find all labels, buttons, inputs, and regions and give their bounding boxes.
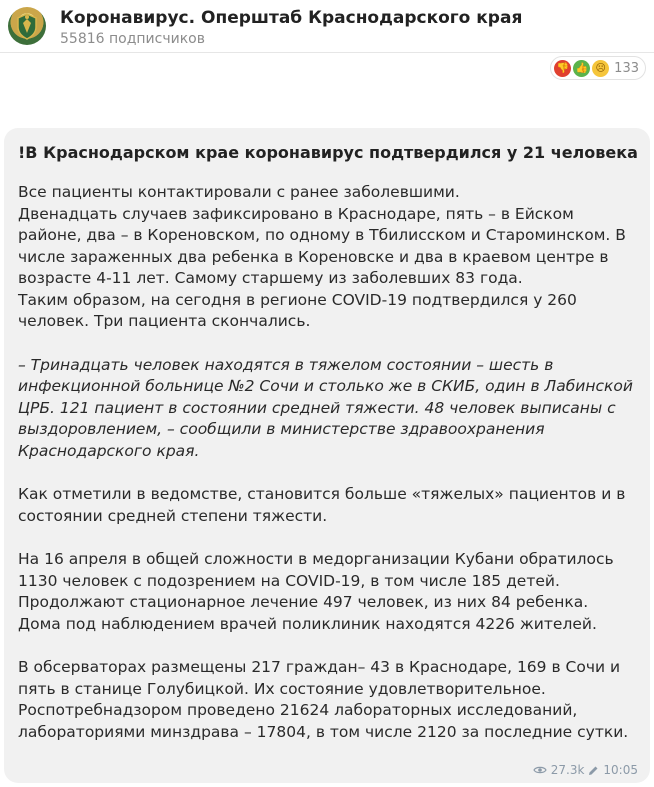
channel-avatar[interactable] [8,7,46,45]
post-paragraph: Продолжают стационарное лечение 497 человек, из них 84 ребенка. [18,593,589,611]
coat-of-arms-icon [12,11,42,41]
post-paragraph: Таким образом, на сегодня в регионе COVID-19 подтвердился у 260 человек. Три пациента скончались. [18,290,577,330]
post-paragraph: Дома под наблюдением врачей поликлиник находятся 4226 жителей. [18,614,597,633]
reactions-bar[interactable] [550,56,646,80]
post-paragraph: Роспотребнадзором проведено 21624 лабораторных исследований, лабораториями минздрава – 17804, в том числе 2120 за последние сутки. [18,701,629,741]
channel-header [0,0,654,53]
post-quote: – Тринадцать человек находятся в тяжелом состоянии – шесть в инфекционной больнице №2 Сочи и столько же в СКИБ, один в Лабинской ЦРБ. 121 пациент в состоянии средней тяжести. 48 человек выписаны с выздоровлением, – сообщили в министерстве здравоохранения Краснодарского края. [18,355,633,460]
post-meta [533,763,638,777]
paragraph-gap [18,635,638,657]
channel-title[interactable]: Коронавирус. Оперштаб Краснодарского края [60,8,523,28]
paragraph-gap [18,333,638,355]
post-message [4,128,650,783]
post-paragraph: В обсерваторах размещены 217 граждан– 43 в Краснодаре, 169 в Сочи и пять в станице Голубицкой. Их состояние удовлетворительное. [18,658,621,698]
reactions-count: 133 [614,60,639,76]
subscriber-count: 55816 подписчиков [60,31,205,47]
thumbs-down-reaction-icon[interactable]: 👎 [554,60,571,77]
post-paragraph: Все пациенты контактировали с ранее заболевшими. [18,183,460,201]
view-count: 27.3k [550,763,585,777]
thumbs-up-reaction-icon[interactable]: 👍 [573,60,590,77]
post-body [18,182,638,743]
pencil-icon [588,765,599,776]
paragraph-gap [18,527,638,549]
post-paragraph: Двенадцать случаев зафиксировано в Краснодаре, пять – в Ейском районе, два – в Кореновском, по одному в Тбилисском и Староминском. В числе зараженных два ребенка в Кореновске и два в краевом центре в возрасте 4-11 лет. Самому старшему из заболевших 83 года. [18,204,626,287]
sad-face-reaction-icon[interactable]: ☹ [592,60,609,77]
post-paragraph: На 16 апреля в общей сложности в медорганизации Кубани обратилось 1130 человек с подозрением на COVID-19, в том числе 185 детей. [18,550,614,590]
paragraph-gap [18,462,638,484]
eye-icon [533,765,547,775]
post-paragraph: Как отметили в ведомстве, становится больше «тяжелых» пациентов и в состоянии средней степени тяжести. [18,485,626,525]
post-title: !В Краснодарском крае коронавирус подтвердился у 21 человека [18,143,638,162]
post-time: 10:05 [603,763,638,777]
